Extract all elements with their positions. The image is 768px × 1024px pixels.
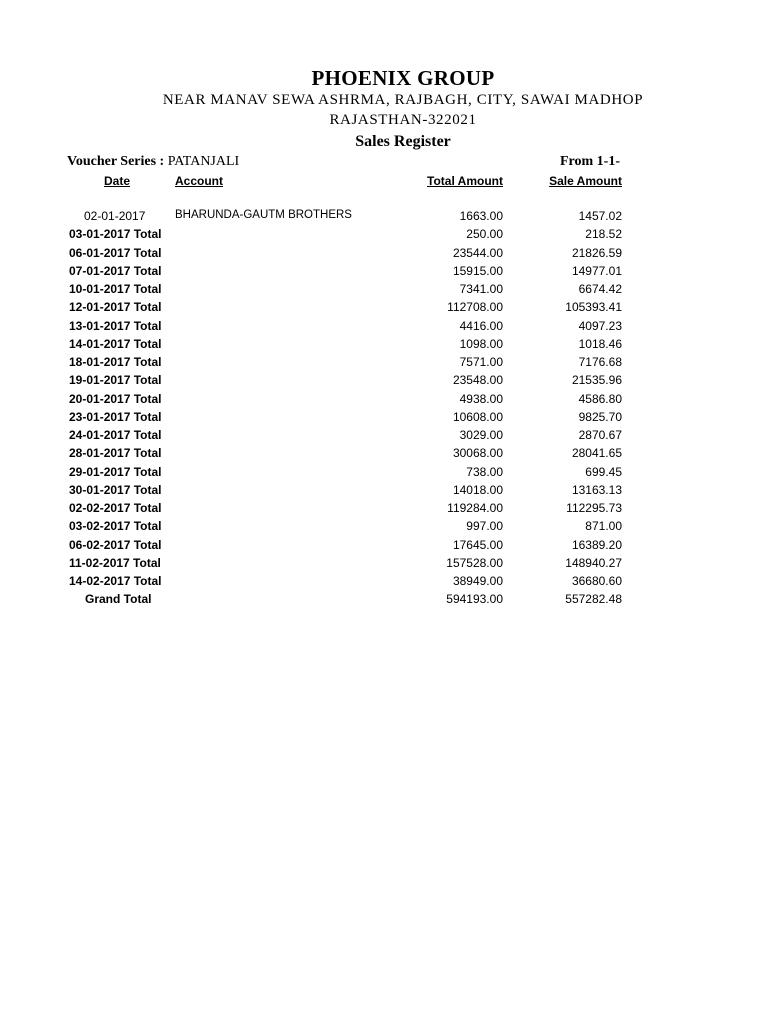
table-row <box>0 463 768 481</box>
table-row <box>0 408 768 426</box>
row-sale-amount: 2870.67 <box>578 428 622 442</box>
row-total-amount: 7341.00 <box>459 282 503 296</box>
row-total-amount: 30068.00 <box>452 446 503 461</box>
row-total-amount: 3029.00 <box>459 428 503 442</box>
row-total-amount: 14018.00 <box>452 482 503 497</box>
row-date: 19-01-2017 Total <box>69 373 162 388</box>
row-total-amount: 594193.00 <box>446 592 503 607</box>
row-sale-amount: 7176.68 <box>578 355 622 369</box>
table-row <box>0 298 768 316</box>
table-row <box>0 390 768 408</box>
row-date: 02-01-2017 <box>84 209 146 223</box>
address-line-2: RAJASTHAN-322021 <box>329 112 477 128</box>
row-total-amount: 7571.00 <box>459 355 503 369</box>
row-date: 03-01-2017 Total <box>69 227 162 242</box>
row-sale-amount: 1018.46 <box>578 336 622 351</box>
row-total-amount: 4416.00 <box>459 318 503 333</box>
row-date: 20-01-2017 Total <box>69 391 162 406</box>
table-row <box>0 371 768 389</box>
table-row <box>0 426 768 444</box>
row-total-amount: 1098.00 <box>459 336 503 351</box>
row-sale-amount: 36680.60 <box>571 574 622 588</box>
row-date: 03-02-2017 Total <box>69 519 162 534</box>
row-total-amount: 15915.00 <box>452 263 503 278</box>
row-total-amount: 23544.00 <box>452 245 503 260</box>
column-header-date: Date <box>104 174 131 188</box>
row-sale-amount: 9825.70 <box>578 409 622 424</box>
table-row <box>0 317 768 335</box>
table-row <box>0 554 768 572</box>
row-date: 23-01-2017 Total <box>69 409 162 424</box>
table-row <box>0 572 768 590</box>
row-date: Grand Total <box>85 592 152 607</box>
row-date: 06-02-2017 Total <box>69 537 162 552</box>
table-row <box>0 353 768 371</box>
table-row <box>0 499 768 517</box>
column-header-sale-amount: Sale Amount <box>549 174 622 188</box>
table-row <box>0 244 768 262</box>
row-date: 13-01-2017 Total <box>69 318 162 333</box>
row-date: 30-01-2017 Total <box>69 482 162 497</box>
row-sale-amount: 699.45 <box>585 464 622 479</box>
row-sale-amount: 148940.27 <box>565 555 622 570</box>
row-total-amount: 23548.00 <box>452 373 503 388</box>
table-row <box>0 262 768 280</box>
table-row <box>0 536 768 554</box>
row-sale-amount: 218.52 <box>585 227 622 242</box>
report-title: Sales Register <box>355 133 451 150</box>
row-account: BHARUNDA-GAUTM BROTHERS <box>175 209 352 221</box>
row-total-amount: 17645.00 <box>452 537 503 552</box>
table-row <box>0 481 768 499</box>
table-row <box>0 517 768 535</box>
row-date: 11-02-2017 Total <box>69 555 161 570</box>
row-total-amount: 38949.00 <box>452 574 503 588</box>
table-row <box>0 335 768 353</box>
row-date: 29-01-2017 Total <box>69 464 162 479</box>
row-sale-amount: 557282.48 <box>565 592 622 607</box>
row-sale-amount: 6674.42 <box>578 282 622 296</box>
row-sale-amount: 4097.23 <box>578 318 622 333</box>
row-total-amount: 997.00 <box>466 519 503 534</box>
voucher-series <box>67 154 239 170</box>
row-sale-amount: 28041.65 <box>571 446 622 461</box>
row-total-amount: 1663.00 <box>459 209 503 223</box>
row-date: 14-01-2017 Total <box>69 336 162 351</box>
table-row <box>0 444 768 462</box>
voucher-series-label: Voucher Series : <box>67 154 165 169</box>
row-total-amount: 112708.00 <box>447 300 503 315</box>
table-row <box>0 590 768 608</box>
row-sale-amount: 21535.96 <box>571 373 622 388</box>
row-date: 14-02-2017 Total <box>69 574 162 588</box>
row-sale-amount: 112295.73 <box>566 501 622 515</box>
date-range-from: From 1-1- <box>560 154 620 169</box>
row-total-amount: 4938.00 <box>459 391 503 406</box>
row-date: 28-01-2017 Total <box>69 446 162 461</box>
row-date: 06-01-2017 Total <box>69 245 162 260</box>
sales-register-table <box>0 207 768 609</box>
row-sale-amount: 21826.59 <box>571 245 622 260</box>
row-total-amount: 157528.00 <box>446 555 503 570</box>
row-total-amount: 738.00 <box>466 464 503 479</box>
row-total-amount: 119284.00 <box>447 501 503 515</box>
row-date: 10-01-2017 Total <box>69 282 162 296</box>
row-sale-amount: 14977.01 <box>571 263 622 278</box>
row-date: 18-01-2017 Total <box>69 355 162 369</box>
row-date: 02-02-2017 Total <box>69 501 162 515</box>
row-sale-amount: 13163.13 <box>571 482 622 497</box>
voucher-series-value: PATANJALI <box>167 154 240 169</box>
address-line-1: NEAR MANAV SEWA ASHRMA, RAJBAGH, CITY, SAWAI MADHOP <box>162 92 644 108</box>
row-sale-amount: 871.00 <box>585 519 622 534</box>
table-row <box>0 225 768 243</box>
row-total-amount: 10608.00 <box>452 409 503 424</box>
row-date: 24-01-2017 Total <box>69 428 162 442</box>
row-sale-amount: 16389.20 <box>571 537 622 552</box>
company-name: PHOENIX GROUP <box>311 66 495 90</box>
row-date: 07-01-2017 Total <box>69 263 162 278</box>
table-row <box>0 207 768 225</box>
row-date: 12-01-2017 Total <box>69 300 162 315</box>
row-sale-amount: 4586.80 <box>578 391 622 406</box>
row-sale-amount: 1457.02 <box>578 209 622 223</box>
column-header-account: Account <box>175 174 223 188</box>
table-row <box>0 280 768 298</box>
row-sale-amount: 105393.41 <box>565 300 622 315</box>
row-total-amount: 250.00 <box>466 227 503 242</box>
column-header-total-amount: Total Amount <box>427 174 503 188</box>
